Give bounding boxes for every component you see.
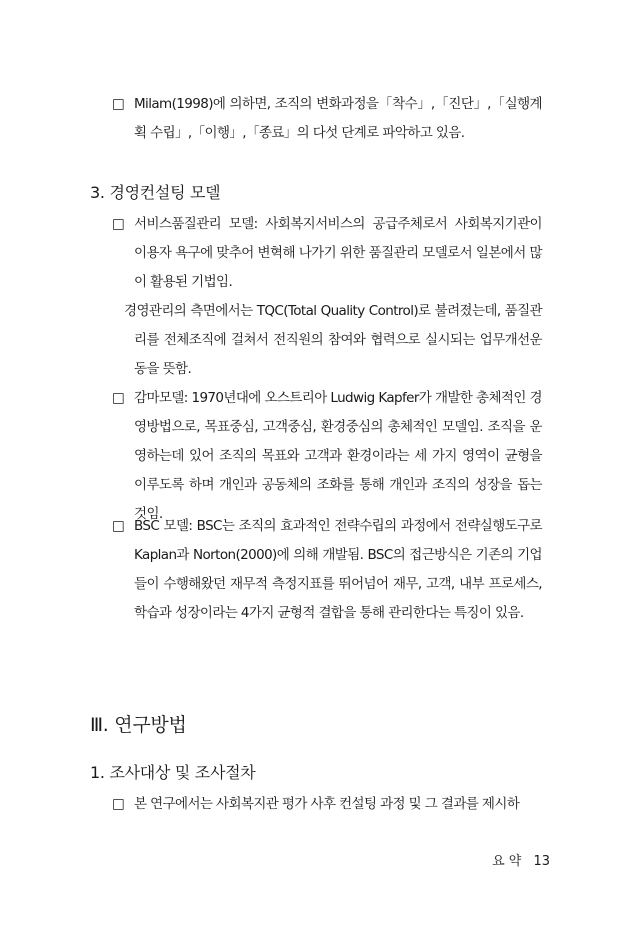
bullet-marker: □ <box>112 796 125 812</box>
bullet-marker: □ <box>112 390 125 406</box>
paragraph-last <box>112 790 542 819</box>
paragraph-text: 경영관리의 측면에서는 TQC(Total Quality Control)로 불려졌는데, 품질관리를 전체조직에 걸쳐서 전직원의 참여와 협력으로 실시되는 업무개선운동을 뜻함. <box>124 303 542 377</box>
paragraph-milam <box>112 90 542 148</box>
bullet-marker: □ <box>112 96 125 112</box>
paragraph-text: 감마모델: 1970년대에 오스트리아 Ludwig Kapfer가 개발한 총체적인 경영방법으로, 목표중심, 고객중심, 환경중심의 총체적인 모델임. 조직을 운영하는데 있어 조직의 목표와 고객과 환경이라는 세 가지 영역이 균형을 이루도록 하며 개인과 공동체의 조화를 통해 개인과 조직의 성장을 돕는 것임. <box>134 390 542 522</box>
bullet-marker: □ <box>112 518 125 534</box>
subsection-1-heading: 1. 조사대상 및 조사절차 <box>90 763 256 782</box>
footer-label: 요 약 <box>492 854 522 869</box>
page-number: 13 <box>533 854 550 869</box>
section-3-heading: 3. 경영컨설팅 모델 <box>90 183 221 202</box>
page-footer <box>470 850 550 869</box>
chapter-3-heading: Ⅲ. 연구방법 <box>90 714 187 736</box>
paragraph-service-quality <box>112 210 542 297</box>
paragraph-bsc <box>112 512 542 628</box>
paragraph-text: 본 연구에서는 사회복지관 평가 사후 컨설팅 과정 및 그 결과를 제시하 <box>134 796 520 812</box>
bullet-marker: □ <box>112 216 125 232</box>
paragraph-text: Milam(1998)에 의하면, 조직의 변화과정을「착수」,「진단」,「실행계획 수립」,「이행」,「종료」의 다섯 단계로 파악하고 있음. <box>134 96 542 141</box>
paragraph-gamma <box>112 384 542 529</box>
paragraph-tqc <box>112 297 542 384</box>
paragraph-text: BSC 모델: BSC는 조직의 효과적인 전략수립의 과정에서 전략실행도구로 Kaplan과 Norton(2000)에 의해 개발됨. BSC의 접근방식은 기존의 기업들이 수행해왔던 재무적 측정지표를 뛰어넘어 재무, 고객, 내부 프로세스, 학습과 성장이라는 4가지 균형적 결합을 통해 관리한다는 특징이 있음. <box>134 518 542 621</box>
paragraph-text: 서비스품질관리 모델: 사회복지서비스의 공급주체로서 사회복지기관이 이용자 욕구에 맞추어 변혁해 나가기 위한 품질관리 모델로서 일본에서 많이 활용된 기법임. <box>134 216 542 290</box>
